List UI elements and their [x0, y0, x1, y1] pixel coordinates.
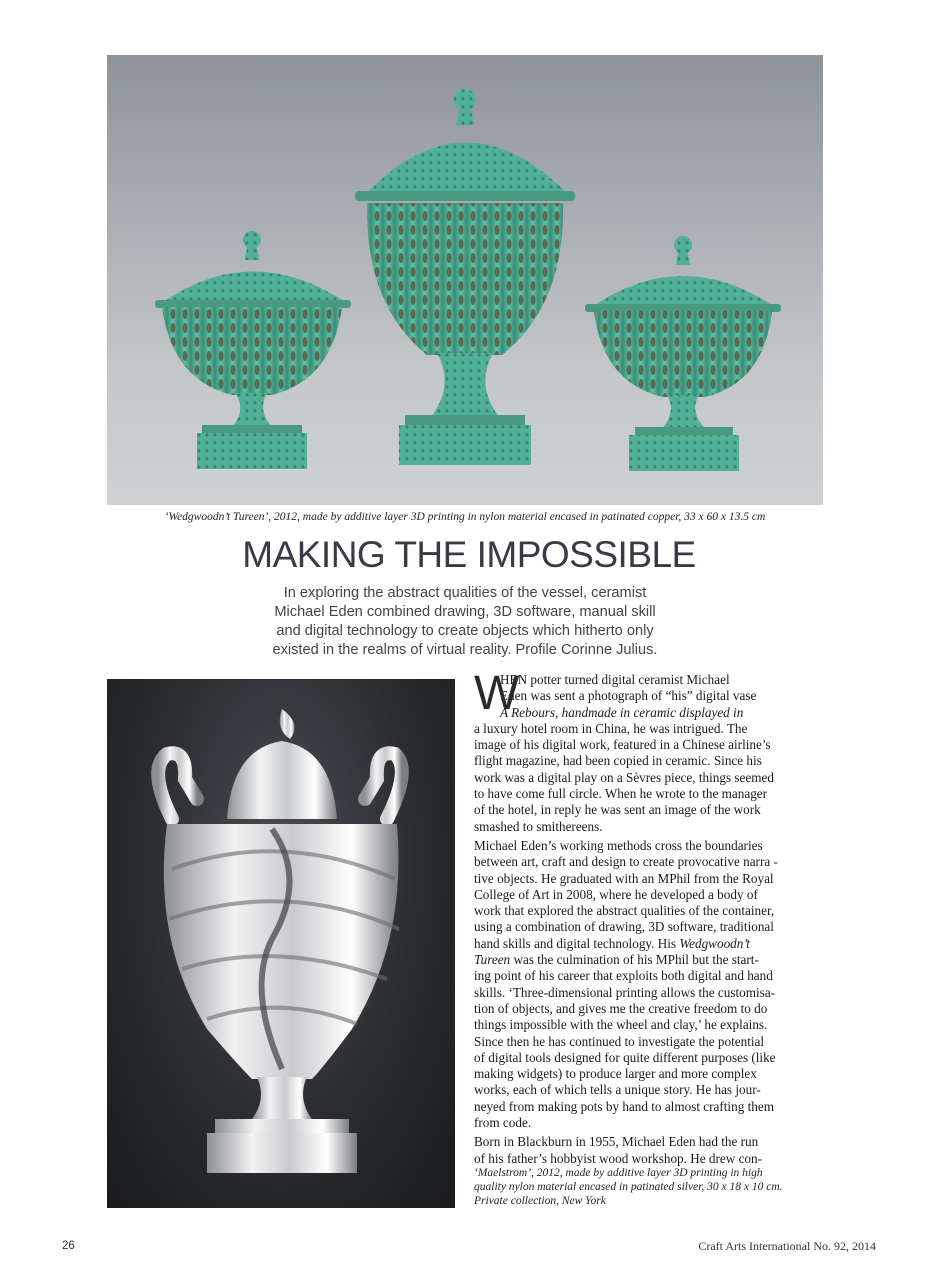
tureens-photo	[107, 55, 823, 505]
body-line: of his father’s hobbyist wood workshop. He drew con-	[474, 1150, 762, 1166]
page-number: 26	[62, 1240, 75, 1252]
right-tureen	[585, 236, 781, 471]
body-line: College of Art in 2008, where he developed a body of	[474, 886, 758, 902]
body-line: making widgets) to produce larger and more complex	[474, 1066, 757, 1082]
body-line: Eden was sent a photograph of “his” digital vase	[500, 688, 757, 704]
article-title: MAKING THE IMPOSSIBLE	[242, 534, 696, 575]
standfirst-line: Michael Eden combined drawing, 3D software, manual skill	[274, 604, 656, 620]
body-line: image of his digital work, featured in a Chinese airline’s	[474, 737, 771, 753]
body-line: between art, craft and design to create provocative narra -	[474, 854, 778, 870]
body-line: of digital tools designed for quite different purposes (like	[474, 1049, 776, 1065]
body-line: A Rebours, handmade in ceramic displayed in	[500, 704, 744, 720]
body-line: from code.	[474, 1115, 532, 1131]
body-line: tion of objects, and gives me the creative freedom to do	[474, 1000, 768, 1016]
standfirst-line: In exploring the abstract qualities of the vessel, ceramist	[283, 585, 647, 601]
left-tureen	[155, 231, 351, 469]
drop-cap: W	[474, 667, 520, 720]
body-line: Michael Eden’s working methods cross the boundaries	[474, 837, 763, 853]
body-line: Since then he has continued to investigate the potential	[474, 1033, 765, 1049]
body-line: flight magazine, had been copied in ceramic. Since his	[474, 753, 762, 769]
publication-footer: Craft Arts International No. 92, 2014	[698, 1239, 876, 1253]
paragraph-1	[474, 667, 824, 835]
body-line: using a combination of drawing, 3D software, traditional	[474, 919, 774, 935]
maelstrom-photo	[107, 679, 455, 1208]
paragraph-2	[474, 838, 824, 1131]
body-line: hand skills and digital technology. His Wedgwoodn’t	[474, 935, 750, 951]
body-line: to have come full circle. When he wrote to the manager	[474, 786, 768, 802]
body-line: Tureen was the culmination of his MPhil but the start-	[474, 952, 759, 968]
caption-line: Private collection, New York	[474, 1195, 606, 1207]
body-line: work was a digital play on a Sèvres piece, things seemed	[474, 769, 774, 785]
body-line: of the hotel, in reply he was sent an image of the work	[474, 802, 761, 818]
article-body	[474, 667, 824, 1167]
body-line: HEN potter turned digital ceramist Michael	[500, 672, 730, 687]
top-photo-caption: ‘Wedgwoodn’t Tureen’, 2012, made by additive layer 3D printing in nylon material encased in patinated copper, 33 x 60 x 13.5 cm	[164, 511, 766, 523]
body-line: work that explored the abstract qualities of the container,	[474, 903, 775, 919]
paragraph-3	[474, 1134, 824, 1167]
center-tureen	[355, 89, 575, 465]
body-line: skills. ‘Three-dimensional printing allows the customisa-	[474, 984, 776, 1000]
body-line: things impossible with the wheel and clay,’ he explains.	[474, 1017, 768, 1033]
body-line: smashed to smithereens.	[474, 818, 603, 834]
body-line: works, each of which tells a unique story. He has jour-	[474, 1082, 761, 1098]
body-line: tive objects. He graduated with an MPhil from the Royal	[474, 870, 774, 886]
body-line: a luxury hotel room in China, he was intrigued. The	[474, 720, 748, 736]
standfirst-line: existed in the realms of virtual reality. Profile Corinne Julius.	[272, 642, 658, 658]
caption-line: ‘Maelstrom’, 2012, made by additive layer 3D printing in high	[474, 1167, 763, 1179]
body-line: ing point of his career that exploits both digital and hand	[474, 968, 773, 984]
standfirst	[230, 584, 700, 660]
standfirst-line: and digital technology to create objects which hitherto only	[276, 623, 654, 639]
body-line: neyed from making pots by hand to almost crafting them	[474, 1098, 774, 1114]
caption-line: quality nylon material encased in patinated silver, 30 x 18 x 10 cm.	[474, 1181, 783, 1193]
body-line: Born in Blackburn in 1955, Michael Eden had the run	[474, 1134, 759, 1150]
bottom-photo-caption	[474, 1166, 824, 1208]
